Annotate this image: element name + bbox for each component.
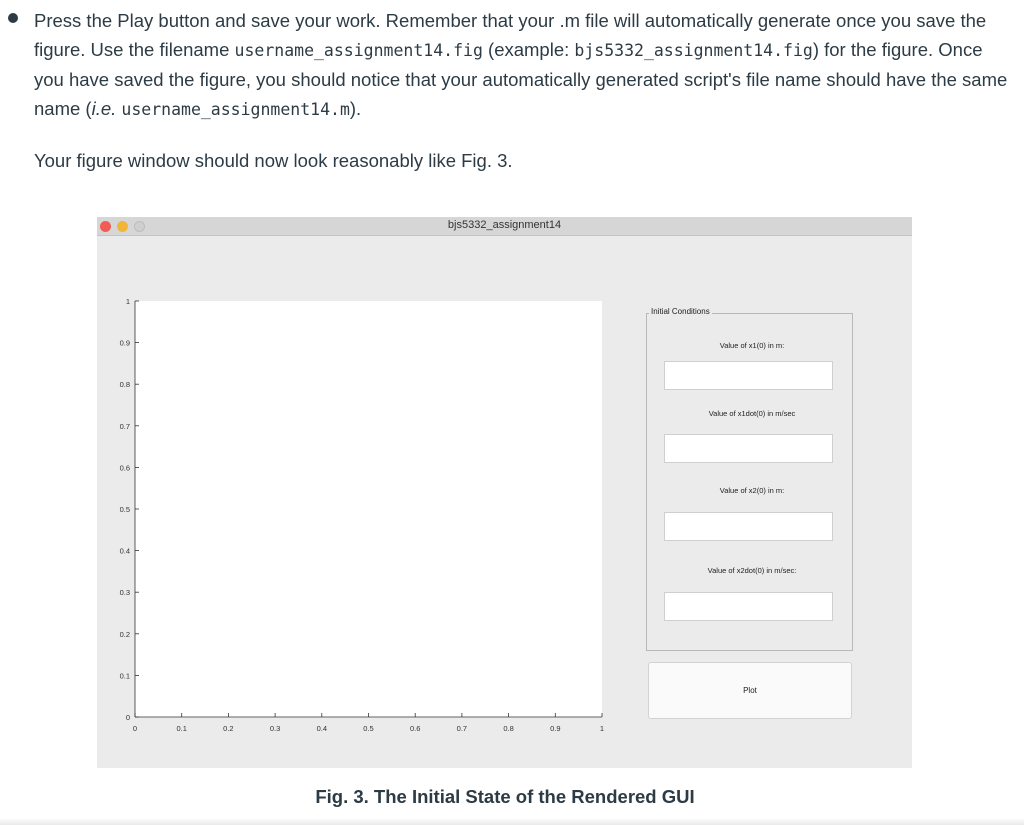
x1dot-label: Value of x1dot(0) in m/sec [708,409,796,418]
instruction-paragraph [34,6,1014,124]
bullet-dot-icon [8,13,18,23]
x2dot-input[interactable] [664,592,833,621]
page-bottom-shade [0,818,1024,825]
x-tick-label: 0.7 [456,724,468,733]
x-tick-label: 0.3 [269,724,281,733]
x-tick-label: 0.9 [550,724,561,733]
x1-label: Value of x1(0) in m: [719,341,785,350]
x-tick-label: 0.1 [176,724,187,733]
y-tick-label: 0 [125,713,130,722]
instruction-text: ). [349,98,362,119]
x-tick-label: 0.8 [503,724,514,733]
y-tick-label: 0.9 [119,338,130,348]
code-filename: username_assignment14.fig [234,41,483,60]
x2-input[interactable] [664,512,833,541]
x-tick-label: 0.6 [409,724,421,733]
plot-button[interactable]: Plot [648,662,852,719]
instruction-text: ) for the figure. Once you have saved the figure, you should notice that your automatically generated script's file name should have the same name ( [34,39,1008,119]
ie-italic: i.e. [91,98,117,119]
y-tick-label: 0.4 [119,546,130,556]
code-example: bjs5332_assignment14.fig [574,41,813,60]
y-tick-label: 0.8 [119,380,130,390]
x1-input[interactable] [664,361,833,390]
y-tick-label: 0.6 [119,463,130,473]
panel-title: Initial Conditions [651,307,710,316]
instruction-text: Press the Play button and save your work. Remember that your .m file will automatically generate once you save the figure. Use the filename [34,10,987,60]
y-tick-label: 0.7 [119,421,130,431]
axes-plot-area[interactable] [135,301,602,717]
x2dot-label: Value of x2dot(0) in m/sec: [707,566,797,575]
figure-window [97,217,912,768]
y-tick-label: 0.2 [119,629,130,639]
y-tick-label: 0.5 [119,505,130,514]
x-tick-label: 0 [132,724,138,733]
note-text: Your figure window should now look reasonably like Fig. 3. [34,150,513,171]
x1dot-input[interactable] [664,434,833,463]
instruction-text: (example: [482,39,575,60]
window-title: bjs5332_assignment14 [447,219,562,231]
figure-caption: Fig. 3. The Initial State of the Rendered GUI [315,786,695,807]
y-tick-label: 0.3 [119,588,130,598]
code-m-file: username_assignment14.m [121,100,350,119]
x-tick-label: 1 [599,724,605,733]
x-tick-label: 0.5 [363,724,374,733]
y-tick-label: 1 [125,297,130,306]
x-tick-label: 0.2 [223,724,234,733]
y-tick-label: 0.1 [119,671,130,681]
x-tick-label: 0.4 [316,724,328,733]
x2-label: Value of x2(0) in m: [719,486,785,495]
